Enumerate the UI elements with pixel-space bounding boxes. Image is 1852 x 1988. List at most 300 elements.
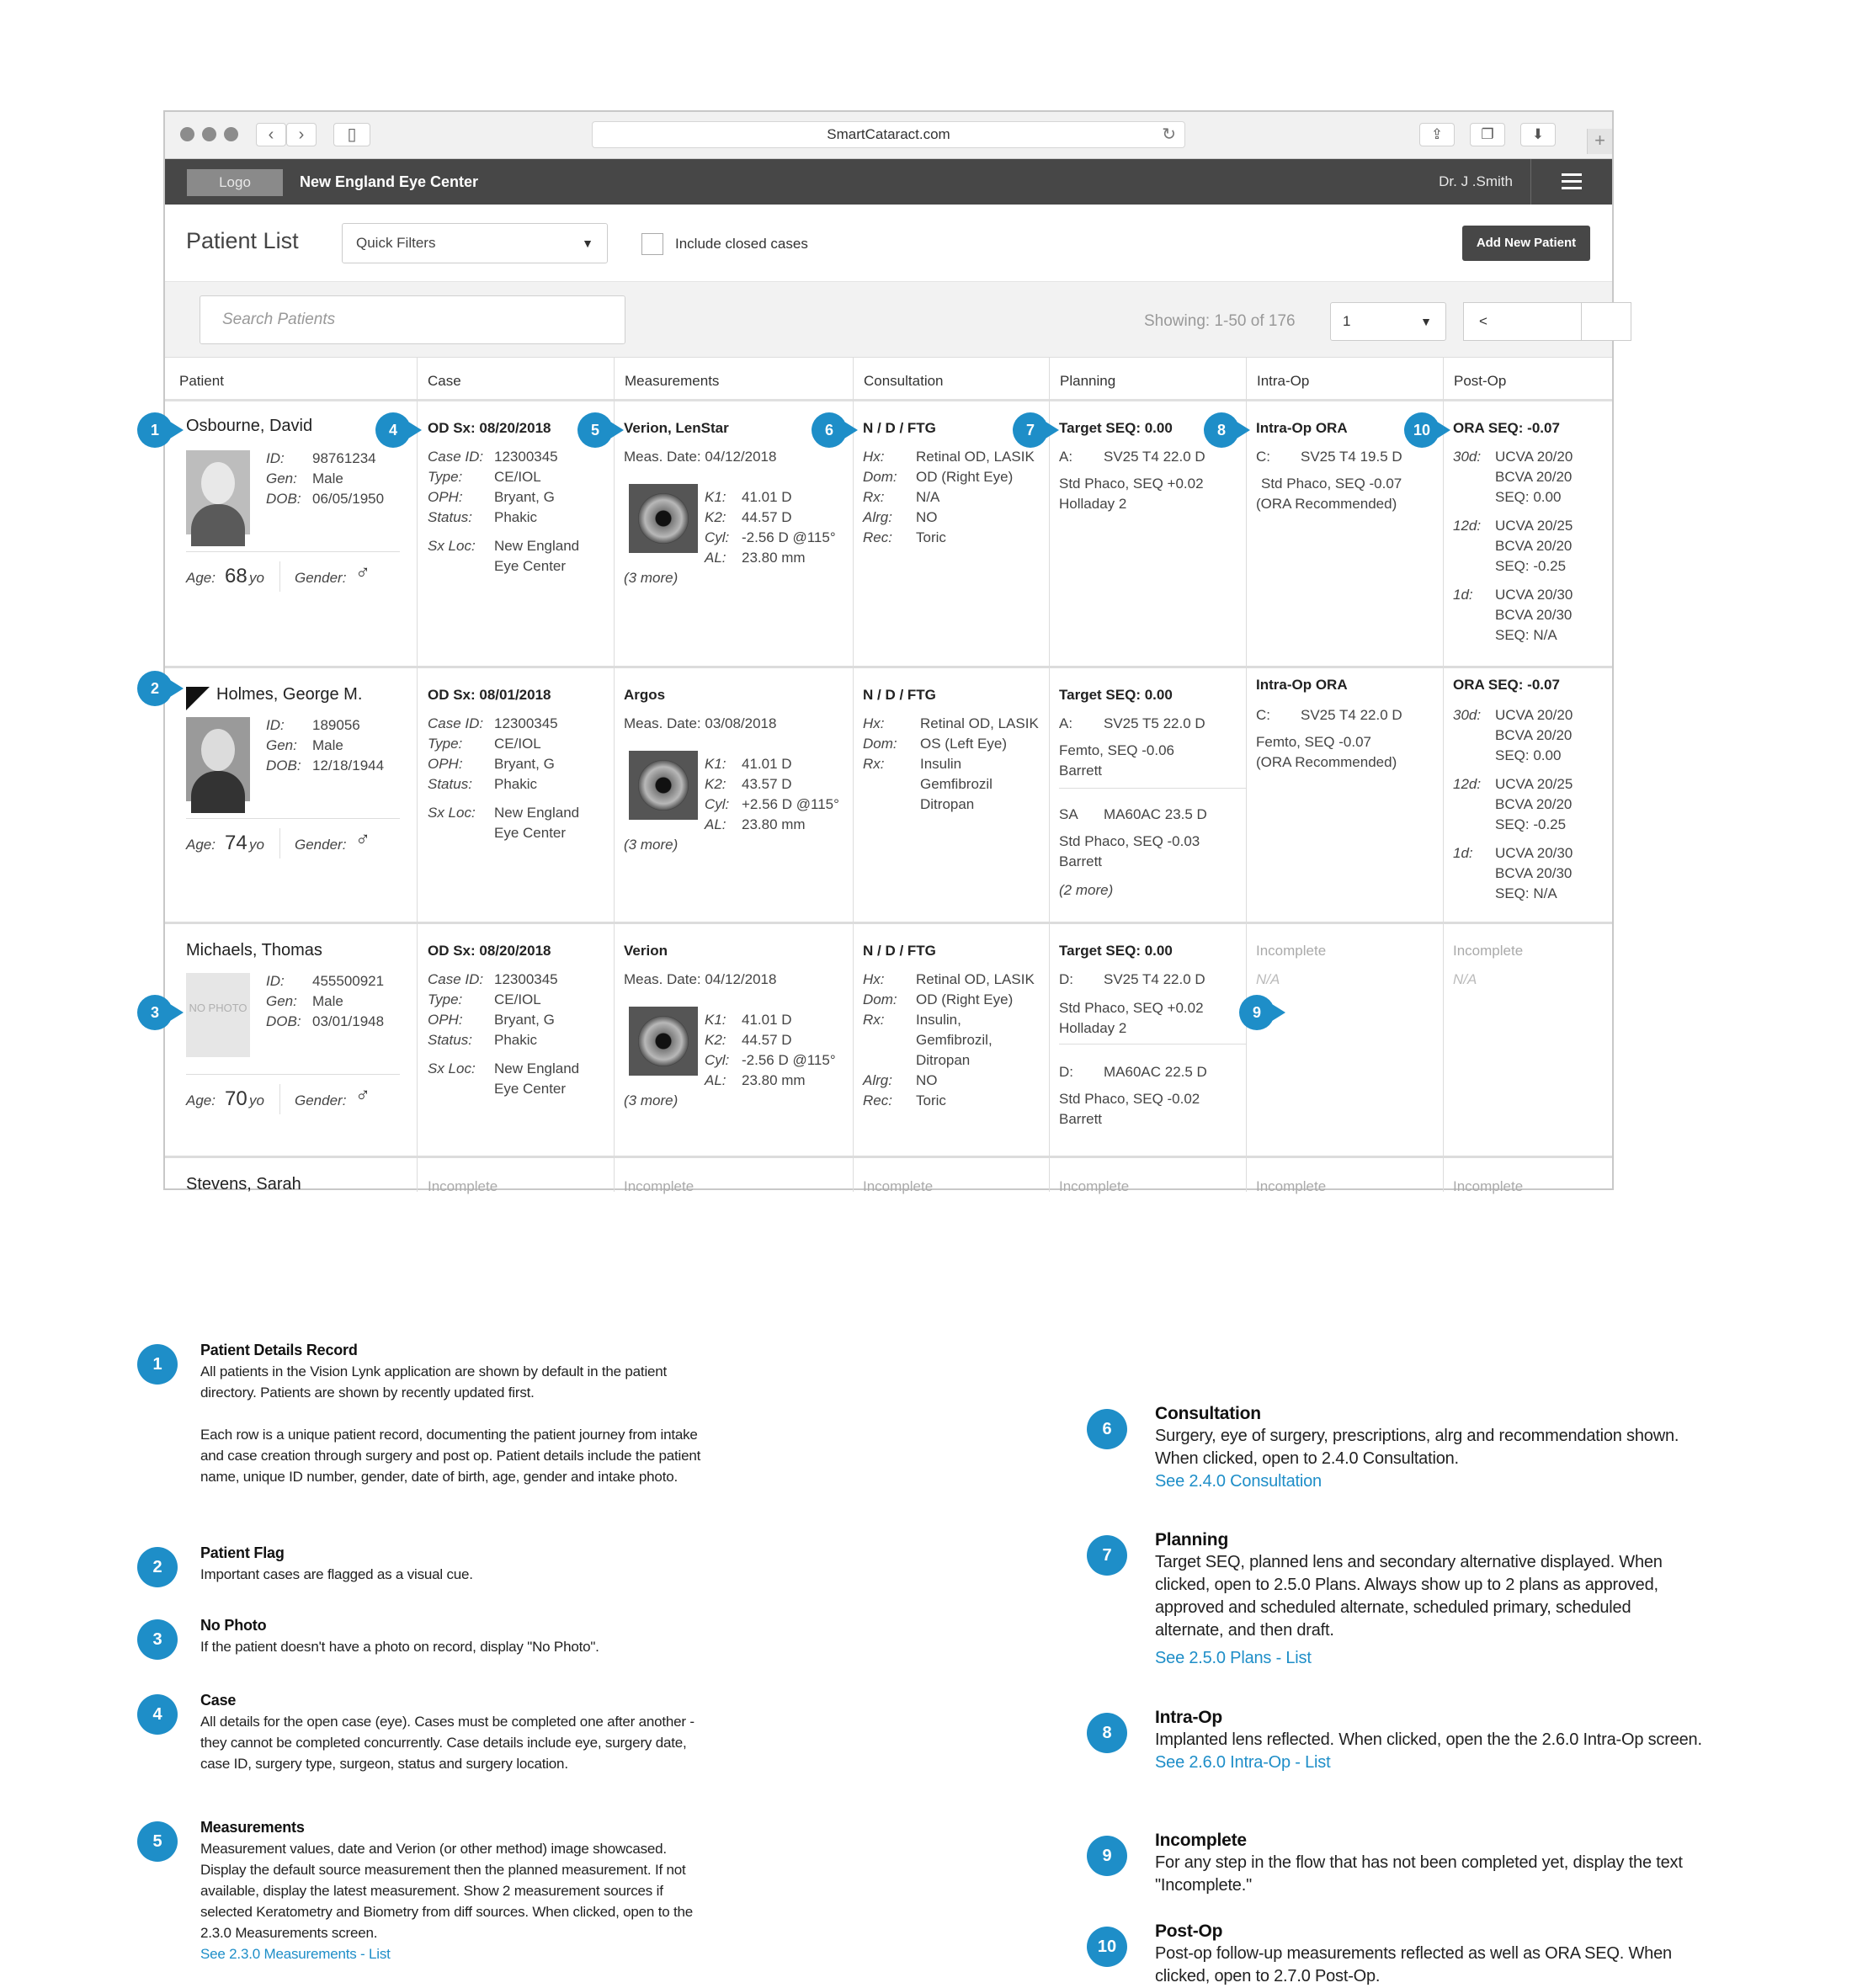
sx-loc-line2: Eye Center <box>494 1081 567 1097</box>
dob-label: DOB: <box>266 491 301 507</box>
patient-name[interactable]: Michaels, Thomas <box>186 941 322 959</box>
seq-value: SEQ: 0.00 <box>1495 747 1562 763</box>
note-marker: 7 <box>1087 1535 1127 1576</box>
share-icon[interactable]: ⇪ <box>1419 123 1455 146</box>
seq-value: SEQ: N/A <box>1495 885 1557 901</box>
case-id: 12300345 <box>494 971 558 987</box>
note-text: If the patient doesn't have a photo on record, display "No Photo". <box>200 1639 599 1655</box>
note-title: Incomplete <box>1155 1831 1247 1850</box>
plan-b-formula: Barrett <box>1059 853 1103 869</box>
logo[interactable]: Logo <box>187 169 283 196</box>
patient-id: 455500921 <box>312 973 385 989</box>
new-tab-plus-icon[interactable]: + <box>1587 129 1612 154</box>
alrg-value: NO <box>916 1072 938 1088</box>
male-icon: ♂ <box>355 561 370 584</box>
oph-label: OPH: <box>428 1012 463 1028</box>
dom-value: OD (Right Eye) <box>916 469 1014 485</box>
patient-age: 74 <box>225 832 247 854</box>
col-planning[interactable]: Planning <box>1060 373 1116 389</box>
add-new-patient-button[interactable]: Add New Patient <box>1462 226 1590 261</box>
quick-filters-select[interactable] <box>342 223 608 263</box>
note-post-op <box>1155 1920 1702 1985</box>
case-cell[interactable] <box>417 1158 614 1192</box>
gender-label: Gender: <box>295 837 347 853</box>
ora-seq: ORA SEQ: -0.07 <box>1453 677 1560 693</box>
plan-a-label: A: <box>1059 449 1073 465</box>
post-op-cell[interactable] <box>1443 924 1615 1156</box>
cyl-value: -2.56 D @115° <box>742 529 836 545</box>
seq-value: SEQ: N/A <box>1495 627 1557 643</box>
intra-op-heading: Intra-Op ORA <box>1256 420 1348 436</box>
intra-op-heading: Intra-Op ORA <box>1256 677 1348 693</box>
callout-marker: 3 <box>137 995 173 1030</box>
followup-day: 12d: <box>1453 776 1482 792</box>
note-intra-op <box>1155 1706 1702 1774</box>
sx-loc-label: Sx Loc: <box>428 805 476 821</box>
close-window-dot[interactable] <box>180 127 194 141</box>
age-label: Age: <box>186 837 216 853</box>
case-oph: Bryant, G <box>494 489 555 505</box>
dob-label: DOB: <box>266 1013 301 1029</box>
plan-a-formula: Barrett <box>1059 763 1103 779</box>
sx-loc-line1: New England <box>494 538 580 554</box>
note-title: Consultation <box>1155 1404 1261 1423</box>
intra-op-lens: SV25 T4 22.0 D <box>1301 707 1402 723</box>
search-patients-input[interactable]: Search Patients <box>200 295 625 344</box>
note-link[interactable]: See 2.5.0 Plans - List <box>1155 1649 1312 1667</box>
measurement-date: Meas. Date: 04/12/2018 <box>624 971 777 987</box>
age-label: Age: <box>186 1092 216 1108</box>
rec-value: Toric <box>916 529 946 545</box>
plan-a-lens: SV25 T4 22.0 D <box>1104 971 1205 987</box>
intra-op-method: Std Phaco, SEQ -0.07 <box>1261 476 1402 492</box>
intra-op-cell[interactable] <box>1246 1158 1443 1192</box>
note-text: Each row is a unique patient record, documenting the patient journey from intake and case creation through surgery and post op. Patient details include the patient name, unique ID number, gender, date of birth, age, gender and intake photo. <box>200 1427 701 1485</box>
include-closed-checkbox[interactable] <box>641 233 663 255</box>
user-name[interactable]: Dr. J .Smith <box>1439 173 1513 189</box>
rx-label: Rx: <box>863 756 885 772</box>
consultation-heading: N / D / FTG <box>863 687 936 703</box>
case-type: CE/IOL <box>494 991 541 1007</box>
rx-value: Gemfibrozil, <box>916 1032 993 1048</box>
plan-b-lens: MA60AC 22.5 D <box>1104 1064 1207 1080</box>
callout-marker: 4 <box>375 412 411 448</box>
al-label: AL: <box>705 816 726 832</box>
patient-cell[interactable] <box>165 1158 417 1192</box>
col-patient[interactable]: Patient <box>179 373 224 389</box>
al-label: AL: <box>705 1072 726 1088</box>
type-label: Type: <box>428 736 463 752</box>
hx-label: Hx: <box>863 715 885 731</box>
sidebar-toggle-icon[interactable]: ▯ <box>333 123 370 146</box>
case-type: CE/IOL <box>494 469 541 485</box>
incomplete-status: Incomplete <box>1453 1178 1524 1194</box>
note-case <box>200 1690 705 1774</box>
consultation-cell[interactable] <box>853 668 1049 922</box>
header-divider <box>1530 159 1531 205</box>
eye-image <box>629 751 698 820</box>
followup-day: 1d: <box>1453 587 1473 603</box>
caret-down-icon: ▼ <box>1420 315 1432 328</box>
consultation-cell[interactable] <box>853 924 1049 1156</box>
patient-name[interactable]: Osbourne, David <box>186 417 313 435</box>
status-label: Status: <box>428 776 472 792</box>
callout-marker: 8 <box>1204 412 1239 448</box>
page-number: 1 <box>1343 313 1351 329</box>
note-text: Implanted lens reflected. When clicked, open the the 2.6.0 Intra-Op screen. <box>1155 1730 1702 1749</box>
not-available: N/A <box>1256 971 1280 987</box>
plan-b-formula: Barrett <box>1059 1111 1103 1127</box>
dom-label: Dom: <box>863 991 897 1007</box>
cyl-value: +2.56 D @115° <box>742 796 839 812</box>
plan-a-method: Std Phaco, SEQ +0.02 <box>1059 1000 1204 1016</box>
patient-divider <box>186 551 400 552</box>
patient-gen: Male <box>312 993 343 1009</box>
note-incomplete <box>1155 1829 1702 1897</box>
measurement-source: Verion, LenStar <box>624 420 729 436</box>
dom-label: Dom: <box>863 736 897 752</box>
measurement-source: Argos <box>624 687 666 703</box>
case-oph: Bryant, G <box>494 1012 555 1028</box>
url-bar[interactable] <box>592 121 1185 148</box>
patient-vdivider <box>279 828 280 858</box>
patient-photo <box>186 717 250 801</box>
target-seq: Target SEQ: 0.00 <box>1059 687 1173 703</box>
intra-op-c-label: C: <box>1256 449 1270 465</box>
patient-flag-icon[interactable] <box>186 687 210 710</box>
maximize-window-dot[interactable] <box>224 127 238 141</box>
cyl-value: -2.56 D @115° <box>742 1052 836 1068</box>
incomplete-status: Incomplete <box>1256 1178 1327 1194</box>
col-consultation[interactable]: Consultation <box>864 373 944 389</box>
oph-label: OPH: <box>428 489 463 505</box>
rec-label: Rec: <box>863 529 892 545</box>
years-old-label: yo <box>249 837 264 853</box>
post-op-cell[interactable] <box>1443 1158 1615 1192</box>
patient-age: 68 <box>225 565 247 587</box>
measurements-cell[interactable] <box>614 924 853 1156</box>
patient-photo <box>186 450 250 534</box>
callout-marker: 9 <box>1239 995 1275 1030</box>
target-seq: Target SEQ: 0.00 <box>1059 420 1173 436</box>
plan-b-label: D: <box>1059 1064 1073 1080</box>
previous-page-button[interactable]: < <box>1463 302 1581 341</box>
ucva-value: UCVA 20/30 <box>1495 845 1573 861</box>
case-heading: OD Sx: 08/01/2018 <box>428 687 551 703</box>
followup-day: 30d: <box>1453 707 1482 723</box>
cyl-label: Cyl: <box>705 796 730 812</box>
note-marker: 9 <box>1087 1836 1127 1876</box>
bcva-value: BCVA 20/30 <box>1495 865 1573 881</box>
more-link[interactable]: (3 more) <box>624 1092 679 1108</box>
k2-value: 44.57 D <box>742 1032 792 1048</box>
plan-b-method: Std Phaco, SEQ -0.03 <box>1059 833 1200 849</box>
callout-marker: 10 <box>1404 412 1440 448</box>
patient-id: 98761234 <box>312 450 376 466</box>
browser-chrome <box>165 112 1612 159</box>
hx-value: Retinal OD, LASIK <box>916 449 1035 465</box>
case-heading: OD Sx: 08/20/2018 <box>428 420 551 436</box>
plan-a-label: A: <box>1059 715 1073 731</box>
note-text: Target SEQ, planned lens and secondary alternative displayed. When clicked, open to 2.5.0 Plans. Always show up to 2 plans as approved, approved and scheduled alternate, scheduled primary, scheduled alternate, and then draft. <box>1155 1553 1663 1640</box>
callout-marker: 1 <box>137 412 173 448</box>
k1-label: K1: <box>705 489 726 505</box>
note-title: Measurements <box>200 1819 305 1836</box>
target-seq: Target SEQ: 0.00 <box>1059 943 1173 959</box>
note-text: Important cases are flagged as a visual cue. <box>200 1566 473 1582</box>
note-text: Surgery, eye of surgery, prescriptions, alrg and recommendation shown. When clicked, open to 2.4.0 Consultation. <box>1155 1427 1679 1468</box>
not-available: N/A <box>1453 971 1477 987</box>
patient-dob: 06/05/1950 <box>312 491 385 507</box>
rx-value: Insulin, <box>916 1012 961 1028</box>
followup-day: 30d: <box>1453 449 1482 465</box>
intra-op-recommendation: (ORA Recommended) <box>1256 496 1397 512</box>
dom-value: OD (Right Eye) <box>916 991 1014 1007</box>
k1-value: 41.01 D <box>742 1012 792 1028</box>
ora-seq: ORA SEQ: -0.07 <box>1453 420 1560 436</box>
rx-label: Rx: <box>863 1012 885 1028</box>
forward-arrow-icon[interactable]: › <box>286 123 317 146</box>
intra-op-c-label: C: <box>1256 707 1270 723</box>
note-patient-details <box>200 1340 705 1487</box>
bcva-value: BCVA 20/30 <box>1495 607 1573 623</box>
case-cell[interactable] <box>417 668 614 922</box>
measurements-cell[interactable] <box>614 668 853 922</box>
type-label: Type: <box>428 469 463 485</box>
no-photo-placeholder: NO PHOTO <box>186 973 250 1057</box>
measurement-date: Meas. Date: 04/12/2018 <box>624 449 777 465</box>
years-old-label: yo <box>249 570 264 586</box>
incomplete-status: Incomplete <box>1256 943 1327 959</box>
eye-image <box>629 1007 698 1076</box>
case-cell[interactable] <box>417 924 614 1156</box>
planning-cell[interactable] <box>1049 1158 1246 1192</box>
table-row[interactable] <box>165 1158 1612 1192</box>
browser-window <box>163 110 1614 1194</box>
note-link[interactable]: See 2.6.0 Intra-Op - List <box>1155 1753 1331 1772</box>
hx-label: Hx: <box>863 971 885 987</box>
patient-cell[interactable] <box>165 668 417 922</box>
tabs-overview-icon[interactable]: ❐ <box>1470 123 1505 146</box>
plan-a-method: Std Phaco, SEQ +0.02 <box>1059 476 1204 492</box>
planning-cell[interactable] <box>1049 924 1246 1156</box>
col-post-op[interactable]: Post-Op <box>1454 373 1507 389</box>
rx-value: Ditropan <box>920 796 975 812</box>
status-label: Status: <box>428 1032 472 1048</box>
intra-op-cell[interactable] <box>1246 924 1443 1156</box>
ucva-value: UCVA 20/30 <box>1495 587 1573 603</box>
plan-b-method: Std Phaco, SEQ -0.02 <box>1059 1091 1200 1107</box>
type-label: Type: <box>428 991 463 1007</box>
note-title: Planning <box>1155 1530 1229 1549</box>
id-label: ID: <box>266 717 285 733</box>
note-title: Case <box>200 1692 237 1709</box>
bcva-value: BCVA 20/20 <box>1495 727 1573 743</box>
note-text: Post-op follow-up measurements reflected as well as ORA SEQ. When clicked, open to 2.7.0 Post-Op. <box>1155 1944 1672 1985</box>
consultation-heading: N / D / FTG <box>863 943 936 959</box>
id-label: ID: <box>266 450 285 466</box>
plan-a-formula: Holladay 2 <box>1059 496 1127 512</box>
hamburger-menu-icon[interactable] <box>1562 173 1582 190</box>
k2-label: K2: <box>705 776 726 792</box>
bcva-value: BCVA 20/20 <box>1495 538 1573 554</box>
seq-value: SEQ: -0.25 <box>1495 816 1567 832</box>
reload-icon[interactable]: ↻ <box>1162 125 1176 144</box>
alrg-label: Alrg: <box>863 509 892 525</box>
intra-op-method: Femto, SEQ -0.07 <box>1256 734 1371 750</box>
patient-name[interactable]: Stevens, Sarah <box>186 1175 301 1193</box>
download-icon[interactable]: ⬇ <box>1520 123 1556 146</box>
patient-id: 189056 <box>312 717 360 733</box>
gender-label: Gender: <box>295 570 347 586</box>
note-marker: 6 <box>1087 1409 1127 1449</box>
sx-loc-line2: Eye Center <box>494 825 567 841</box>
years-old-label: yo <box>249 1092 264 1108</box>
measurement-date: Meas. Date: 03/08/2018 <box>624 715 777 731</box>
case-status: Phakic <box>494 776 538 792</box>
dob-label: DOB: <box>266 757 301 773</box>
col-case[interactable]: Case <box>428 373 461 389</box>
alrg-value: NO <box>916 509 938 525</box>
plan-more-link[interactable]: (2 more) <box>1059 882 1114 898</box>
note-title: Patient Details Record <box>200 1342 358 1358</box>
plan-a-lens: SV25 T5 22.0 D <box>1104 715 1205 731</box>
oph-label: OPH: <box>428 756 463 772</box>
patient-age: 70 <box>225 1087 247 1110</box>
table-header <box>165 358 1612 401</box>
intra-op-recommendation: (ORA Recommended) <box>1256 754 1397 770</box>
k2-label: K2: <box>705 509 726 525</box>
caret-down-icon: ▼ <box>582 237 593 250</box>
case-id: 12300345 <box>494 449 558 465</box>
k2-value: 44.57 D <box>742 509 792 525</box>
al-value: 23.80 mm <box>742 816 806 832</box>
page-select[interactable] <box>1330 302 1446 341</box>
followup-day: 12d: <box>1453 518 1482 534</box>
k1-label: K1: <box>705 1012 726 1028</box>
rec-label: Rec: <box>863 1092 892 1108</box>
patient-gen: Male <box>312 470 343 486</box>
minimize-window-dot[interactable] <box>202 127 216 141</box>
search-bar <box>165 282 1612 358</box>
include-closed-label[interactable]: Include closed cases <box>675 236 808 252</box>
gender-label: Gender: <box>295 1092 347 1108</box>
bcva-value: BCVA 20/20 <box>1495 796 1573 812</box>
status-label: Status: <box>428 509 472 525</box>
organization-name: New England Eye Center <box>300 173 479 190</box>
case-heading: OD Sx: 08/20/2018 <box>428 943 551 959</box>
intra-op-cell[interactable] <box>1246 668 1443 922</box>
cyl-label: Cyl: <box>705 1052 730 1068</box>
al-value: 23.80 mm <box>742 1072 806 1088</box>
more-link[interactable]: (3 more) <box>624 570 679 586</box>
dom-label: Dom: <box>863 469 897 485</box>
plan-a-formula: Holladay 2 <box>1059 1020 1127 1036</box>
sx-loc-line1: New England <box>494 1060 580 1076</box>
eye-image <box>629 484 698 553</box>
col-intra-op[interactable]: Intra-Op <box>1257 373 1310 389</box>
intra-op-lens: SV25 T4 19.5 D <box>1301 449 1402 465</box>
note-marker: 8 <box>1087 1713 1127 1753</box>
hx-value: Retinal OD, LASIK <box>916 971 1035 987</box>
note-text: All details for the open case (eye). Cases must be completed one after another - they cannot be completed concurrently. Case details include eye, surgery date, case ID, surgery type, surgeon, status and surgery location. <box>200 1714 694 1772</box>
plan-b-label: SA <box>1059 806 1078 822</box>
note-no-photo <box>200 1615 705 1657</box>
post-op-cell[interactable] <box>1443 401 1615 666</box>
dom-value: OS (Left Eye) <box>920 736 1007 752</box>
case-status: Phakic <box>494 1032 538 1048</box>
note-marker: 1 <box>137 1344 178 1385</box>
note-marker: 2 <box>137 1547 178 1587</box>
k2-value: 43.57 D <box>742 776 792 792</box>
measurement-source: Verion <box>624 943 668 959</box>
gen-label: Gen: <box>266 470 297 486</box>
consultation-cell[interactable] <box>853 1158 1049 1192</box>
k2-label: K2: <box>705 1032 726 1048</box>
patient-cell[interactable] <box>165 924 417 1156</box>
consultation-heading: N / D / FTG <box>863 420 936 436</box>
male-icon: ♂ <box>355 1084 370 1107</box>
incomplete-status: Incomplete <box>1453 943 1524 959</box>
note-measurements <box>200 1817 705 1964</box>
id-label: ID: <box>266 973 285 989</box>
planning-cell[interactable] <box>1049 668 1246 922</box>
plan-a-lens: SV25 T4 22.0 D <box>1104 449 1205 465</box>
k1-label: K1: <box>705 756 726 772</box>
hx-value: Retinal OD, LASIK <box>920 715 1039 731</box>
note-planning <box>1155 1528 1702 1670</box>
case-id-label: Case ID: <box>428 449 484 465</box>
followup-day: 1d: <box>1453 845 1473 861</box>
callout-marker: 2 <box>137 671 173 706</box>
gen-label: Gen: <box>266 993 297 1009</box>
sx-loc-line2: Eye Center <box>494 558 567 574</box>
next-page-button[interactable] <box>1581 302 1631 341</box>
patient-vdivider <box>279 561 280 592</box>
hx-label: Hx: <box>863 449 885 465</box>
back-arrow-icon[interactable]: ‹ <box>256 123 286 146</box>
more-link[interactable]: (3 more) <box>624 837 679 853</box>
incomplete-status: Incomplete <box>863 1178 934 1194</box>
al-value: 23.80 mm <box>742 550 806 566</box>
sx-loc-label: Sx Loc: <box>428 538 476 554</box>
table-row[interactable] <box>165 668 1612 924</box>
note-text: Measurement values, date and Verion (or other method) image showcased. Display the default source measurement then the planned measurement. If not available, display the latest measurement. Show 2 measurement sources if selected Keratometry and Biometry from diff sources. When clicked, open to the 2.3.0 Measurements screen. <box>200 1841 694 1941</box>
rx-value: N/A <box>916 489 940 505</box>
rx-value: Insulin <box>920 756 962 772</box>
ucva-value: UCVA 20/25 <box>1495 776 1573 792</box>
note-link[interactable]: See 2.4.0 Consultation <box>1155 1472 1322 1491</box>
note-link[interactable]: See 2.3.0 Measurements - List <box>200 1946 391 1962</box>
rx-value: Gemfibrozil <box>920 776 993 792</box>
post-op-cell[interactable] <box>1443 668 1615 922</box>
table-row[interactable] <box>165 924 1612 1158</box>
patient-divider <box>186 818 400 819</box>
cyl-label: Cyl: <box>705 529 730 545</box>
patient-dob: 03/01/1948 <box>312 1013 385 1029</box>
case-oph: Bryant, G <box>494 756 555 772</box>
seq-value: SEQ: 0.00 <box>1495 489 1562 505</box>
note-marker: 10 <box>1087 1927 1127 1967</box>
col-measurements[interactable]: Measurements <box>625 373 720 389</box>
note-text: For any step in the flow that has not been completed yet, display the text "Incomplete." <box>1155 1853 1683 1895</box>
measurements-cell[interactable] <box>614 1158 853 1192</box>
plan-b-lens: MA60AC 23.5 D <box>1104 806 1207 822</box>
patient-name[interactable]: Holmes, George M. <box>216 685 363 704</box>
plan-divider <box>1059 788 1246 789</box>
case-id-label: Case ID: <box>428 715 484 731</box>
callout-marker: 6 <box>812 412 847 448</box>
